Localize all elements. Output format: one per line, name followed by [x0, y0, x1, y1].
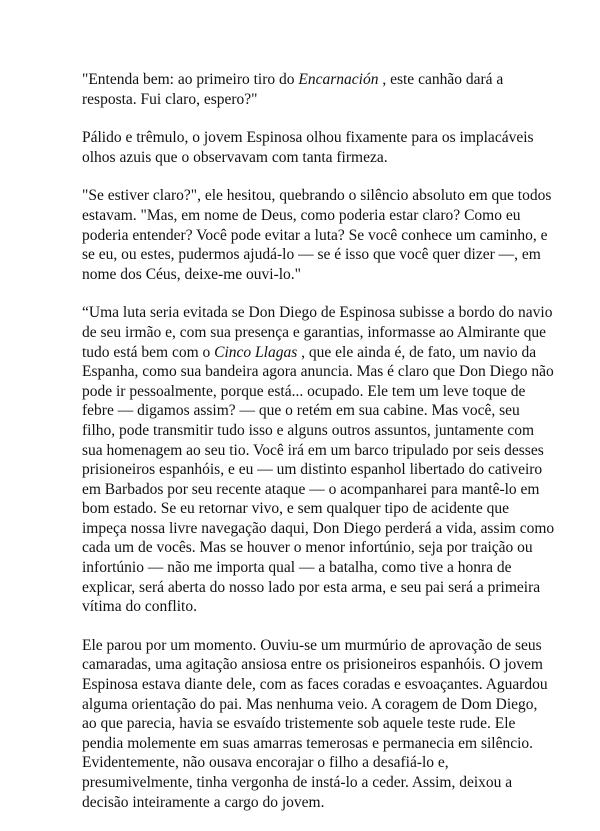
- text-line: [82, 343, 542, 363]
- text-line: [82, 695, 542, 715]
- text-run: Pálido e trêmulo, o jovem Espinosa olhou fixamente para os implacáveis: [82, 129, 534, 147]
- paragraph-2: [82, 128, 542, 167]
- text-line: [82, 538, 542, 558]
- text-line: [82, 70, 542, 90]
- ship-name: Encarnación: [298, 71, 379, 88]
- text-run: nome dos Céus, deixe-me ouvi-lo.": [82, 265, 301, 283]
- text-line: [82, 793, 542, 813]
- text-run: explicar, será aberta do nosso lado por esta arma, e seu pai será a primeira: [82, 578, 541, 596]
- paragraph-5: [82, 636, 548, 812]
- text-run: presumivelmente, tinha vergonha de instá-lo a ceder. Assim, deixou a: [82, 774, 513, 791]
- text-run: prisioneiros espanhóis, e eu — um distinto espanhol libertado do cativeiro: [82, 461, 543, 479]
- text-line: [82, 558, 542, 578]
- text-line: [82, 90, 542, 110]
- text-line: [82, 578, 542, 598]
- text-run: vítima do conflito.: [82, 598, 197, 616]
- text-run: camaradas, uma agitação ansiosa entre os prisioneiros espanhóis. O jovem: [82, 656, 543, 674]
- text-run: decisão inteiramente a cargo do jovem.: [82, 793, 325, 811]
- text-run: filho, pode transmitir tudo isso e alguns outros assuntos, juntamente com: [82, 421, 535, 439]
- text-run: “Uma luta seria evitada se Don Diego de Espinosa subisse a bordo do navio: [82, 304, 553, 322]
- text-run: estavam. "Mas, em nome de Deus, como poderia estar claro? Como eu: [82, 206, 521, 224]
- text-run: bom estado. Se eu retornar vivo, e sem qualquer tipo de acidente que: [82, 500, 509, 518]
- text-line: [82, 206, 542, 226]
- text-line: [82, 323, 546, 343]
- text-run: cada um de vocês. Mas se houver o menor infortúnio, seja por traição ou: [82, 539, 533, 557]
- ship-name: Cinco Llagas: [214, 343, 298, 361]
- text-run: impeça nossa livre navegação daqui, Don Diego perderá a vida, assim como: [82, 519, 555, 537]
- text-line: [82, 226, 548, 246]
- text-line: [82, 421, 542, 441]
- text-line: [82, 303, 553, 323]
- text-run: infortúnio — não me importa qual — a batalha, como tive a honra de: [82, 559, 512, 577]
- text-run: tudo está bem com o: [82, 343, 215, 361]
- text-line: [82, 636, 542, 656]
- text-run: Ele parou por um momento. Ouviu-se um murmúrio de aprovação de seus: [82, 636, 542, 654]
- text-run: ao que parecia, havia se esvaído tristemente sob aquele teste rude. Ele: [82, 715, 516, 733]
- text-line: [82, 186, 552, 206]
- text-run: de seu irmão e, com sua presença e garantias, informasse ao Almirante que: [82, 323, 546, 341]
- text-run: febre — digamos assim? — que o retém em sua cabine. Mas você, seu: [82, 402, 520, 420]
- paragraph-4: [82, 303, 555, 617]
- text-line: [82, 519, 555, 539]
- text-line: [82, 265, 542, 285]
- text-line: [82, 499, 542, 519]
- text-run: pendia molemente em suas amarras temerosas e permanecia em silêncio.: [82, 734, 534, 752]
- text-line: [82, 128, 542, 148]
- text-run: resposta. Fui claro, espero?": [82, 90, 258, 108]
- text-run: , este canhão dará a: [378, 71, 504, 88]
- text-run: "Se estiver claro?", ele hesitou, quebrando o silêncio absoluto em que todos: [82, 187, 552, 205]
- text-run: em Barbados por seu recente ataque — o acompanharei para mantê-lo em: [82, 480, 540, 498]
- text-run: "Entenda bem: ao primeiro tiro do: [82, 71, 299, 88]
- text-line: [82, 734, 542, 754]
- text-line: [82, 245, 542, 265]
- text-run: alguma orientação do pai. Mas nenhuma veio. A coragem de Dom Diego,: [82, 695, 538, 713]
- text-line: [82, 148, 542, 168]
- text-line: [82, 362, 554, 382]
- text-run: Espinosa estava diante dele, com as faces coradas e esvoaçantes. Aguardou: [82, 676, 548, 694]
- text-run: olhos azuis que o observavam com tanta firmeza.: [82, 148, 388, 166]
- text-line: [82, 675, 548, 695]
- paragraph-3: [82, 186, 552, 284]
- text-line: [82, 655, 542, 675]
- document-page: [82, 70, 555, 831]
- text-line: [82, 460, 542, 480]
- text-line: [82, 714, 542, 734]
- text-line: [82, 480, 542, 500]
- text-run: pode ir pessoalmente, porque está... ocupado. Ele tem um leve toque de: [82, 382, 526, 400]
- text-run: se eu, ou estes, pudermos ajudá-lo — se é isso que você quer dizer —, em: [82, 246, 541, 264]
- text-line: [82, 597, 542, 617]
- text-run: Espanha, como sua bandeira agora anuncia. Mas é claro que Don Diego não: [82, 363, 554, 381]
- text-run: Evidentemente, não ousava encorajar o filho a desafiá-lo e,: [82, 754, 449, 772]
- paragraph-1: [82, 70, 542, 109]
- text-line: [82, 441, 542, 461]
- text-run: poderia entender? Você pode evitar a luta? Se você conhece um caminho, e: [82, 226, 548, 244]
- text-line: [82, 382, 542, 402]
- text-run: , que ele ainda é, de fato, um navio da: [297, 343, 537, 361]
- text-line: [82, 753, 542, 773]
- text-line: [82, 401, 542, 421]
- text-run: sua homenagem ao seu tio. Você irá em um barco tripulado por seis desses: [82, 441, 544, 459]
